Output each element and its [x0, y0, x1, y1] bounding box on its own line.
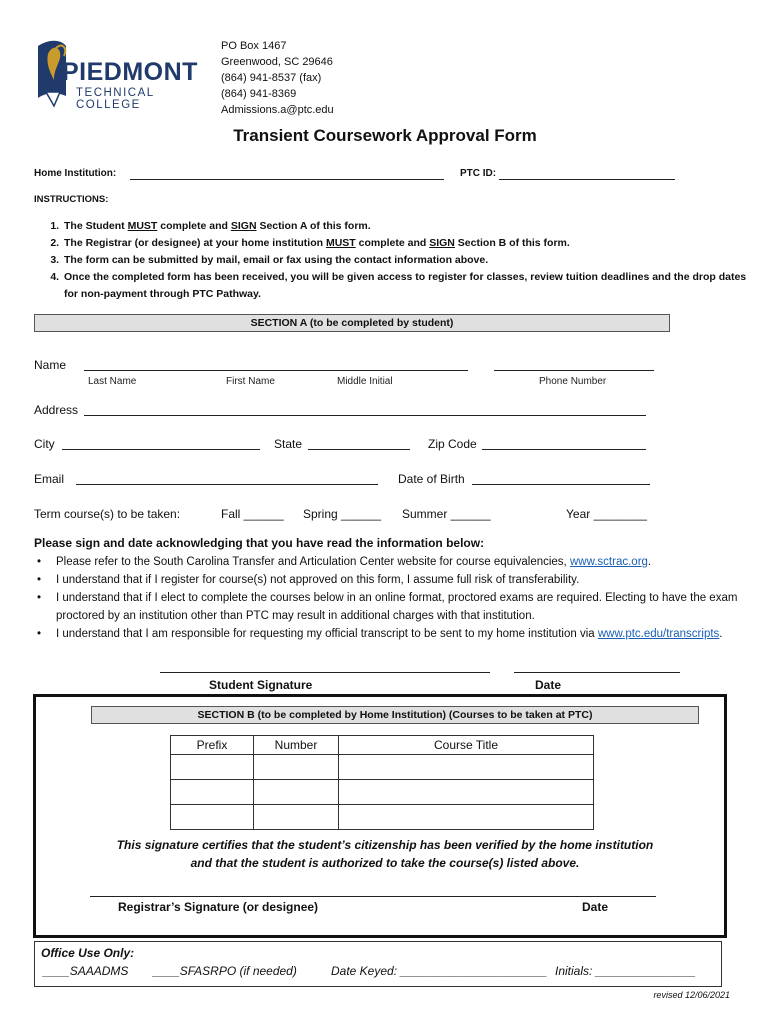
certification-text: This signature certifies that the student’s citizenship has been verified by the home institution and that the student is authorized to take the course(s) listed above. [116, 838, 654, 870]
instruction-item: 2. The Registrar (or designee) at your home institution MUST complete and SIGN Section B of this form. [62, 235, 752, 252]
column-header: Course Title [339, 736, 594, 755]
form-title: Transient Coursework Approval Form [233, 126, 537, 145]
state-label: State [274, 437, 303, 451]
registrar-signature-field[interactable] [90, 896, 656, 897]
instruction-item: 3. The form can be submitted by mail, email or fax using the contact information above. [62, 252, 752, 269]
logo-subtitle: TECHNICAL COLLEGE [76, 87, 155, 111]
prefix-cell[interactable] [171, 805, 254, 830]
acknowledge-list [34, 553, 746, 643]
student-signature-caption: Student Signature [209, 678, 313, 692]
contact-line: Greenwood, SC 29646 [221, 56, 333, 68]
saaadms-field[interactable]: ____SAAADMS [43, 964, 129, 978]
date-keyed-field[interactable]: Date Keyed: ______________________ [331, 964, 548, 978]
course-title-cell[interactable] [339, 755, 594, 780]
courses-table [170, 735, 594, 830]
acknowledge-item: • I understand that I am responsible for requesting my official transcript to be sent to my home institution via www.ptc.edu/transcripts. [56, 625, 746, 643]
dob-field[interactable] [472, 484, 650, 485]
contact-line: PO Box 1467 [221, 40, 287, 52]
ptc-id-field[interactable] [499, 179, 675, 180]
registrar-signature-caption: Registrar’s Signature (or designee) [118, 900, 319, 914]
prefix-cell[interactable] [171, 755, 254, 780]
home-institution-field[interactable] [130, 179, 444, 180]
phone-field[interactable] [494, 370, 654, 371]
table-row [171, 780, 594, 805]
email-field[interactable] [76, 484, 378, 485]
home-institution-label: Home Institution: [34, 168, 117, 179]
contact-line: (864) 941-8369 [221, 88, 297, 100]
city-field[interactable] [62, 449, 260, 450]
contact-block [221, 38, 334, 118]
section-a-header: SECTION A (to be completed by student) [34, 314, 670, 332]
contact-line: (864) 941-8537 (fax) [221, 72, 322, 84]
phone-caption: Phone Number [539, 376, 607, 387]
acknowledge-item: • I understand that if I elect to complete the courses below in an online format, proctored exams are required. Electing to have the exam proctored by an institution other than PTC may result in additional charges with that institution. [56, 589, 746, 625]
zip-label: Zip Code [428, 437, 477, 451]
transcripts-link[interactable]: www.ptc.edu/transcripts [597, 628, 720, 640]
last-name-caption: Last Name [88, 376, 137, 387]
summer-field[interactable]: Summer ______ [402, 507, 491, 521]
column-header: Number [254, 736, 339, 755]
instructions-list [34, 218, 752, 303]
instructions-heading: INSTRUCTIONS: [34, 194, 109, 205]
city-label: City [34, 437, 55, 451]
section-b-header: SECTION B (to be completed by Home Institution) (Courses to be taken at PTC) [91, 706, 699, 724]
column-header: Prefix [171, 736, 254, 755]
middle-initial-caption: Middle Initial [337, 376, 393, 387]
student-signature-field[interactable] [160, 672, 490, 673]
dob-label: Date of Birth [398, 472, 465, 486]
course-title-cell[interactable] [339, 805, 594, 830]
initials-field[interactable]: Initials: _______________ [555, 964, 696, 978]
table-row [171, 755, 594, 780]
address-field[interactable] [84, 415, 646, 416]
instruction-item: 1. The Student MUST complete and SIGN Section A of this form. [62, 218, 752, 235]
name-label: Name [34, 358, 67, 372]
year-field[interactable]: Year ________ [566, 507, 647, 521]
number-cell[interactable] [254, 755, 339, 780]
acknowledge-item: • I understand that if I register for course(s) not approved on this form, I assume full risk of transferability. [56, 571, 746, 589]
revision-date: revised 12/06/2021 [653, 990, 730, 1000]
acknowledge-heading: Please sign and date acknowledging that you have read the information below: [34, 536, 485, 550]
number-cell[interactable] [254, 780, 339, 805]
acknowledge-item: • Please refer to the South Carolina Transfer and Articulation Center website for course equivalencies, www.sctrac.org. [56, 553, 746, 571]
sfasrpo-field[interactable]: ____SFASRPO (if needed) [153, 964, 297, 978]
office-use-title: Office Use Only: [41, 946, 135, 960]
student-date-caption: Date [535, 678, 562, 692]
office-use-box [34, 941, 722, 987]
zip-field[interactable] [482, 449, 646, 450]
number-cell[interactable] [254, 805, 339, 830]
sctrac-link[interactable]: www.sctrac.org [569, 556, 648, 568]
registrar-date-caption: Date [582, 900, 609, 914]
first-name-caption: First Name [226, 376, 275, 387]
prefix-cell[interactable] [171, 780, 254, 805]
spring-field[interactable]: Spring ______ [303, 507, 382, 521]
logo-wordmark: PIEDMONT [62, 58, 198, 86]
email-label: Email [34, 472, 65, 486]
name-field[interactable] [84, 370, 468, 371]
course-title-cell[interactable] [339, 780, 594, 805]
term-label: Term course(s) to be taken: [34, 507, 181, 521]
address-label: Address [34, 403, 79, 417]
table-row [171, 805, 594, 830]
state-field[interactable] [308, 449, 410, 450]
fall-field[interactable]: Fall ______ [221, 507, 284, 521]
student-date-field[interactable] [514, 672, 680, 673]
contact-email: Admissions.a@ptc.edu [221, 104, 334, 116]
ptc-logo [32, 36, 212, 111]
instruction-item: 4. Once the completed form has been received, you will be given access to register for classes, review tuition deadlines and the drop dates for non-payment through PTC Pathway. [62, 269, 752, 303]
ptc-id-label: PTC ID: [460, 168, 497, 179]
